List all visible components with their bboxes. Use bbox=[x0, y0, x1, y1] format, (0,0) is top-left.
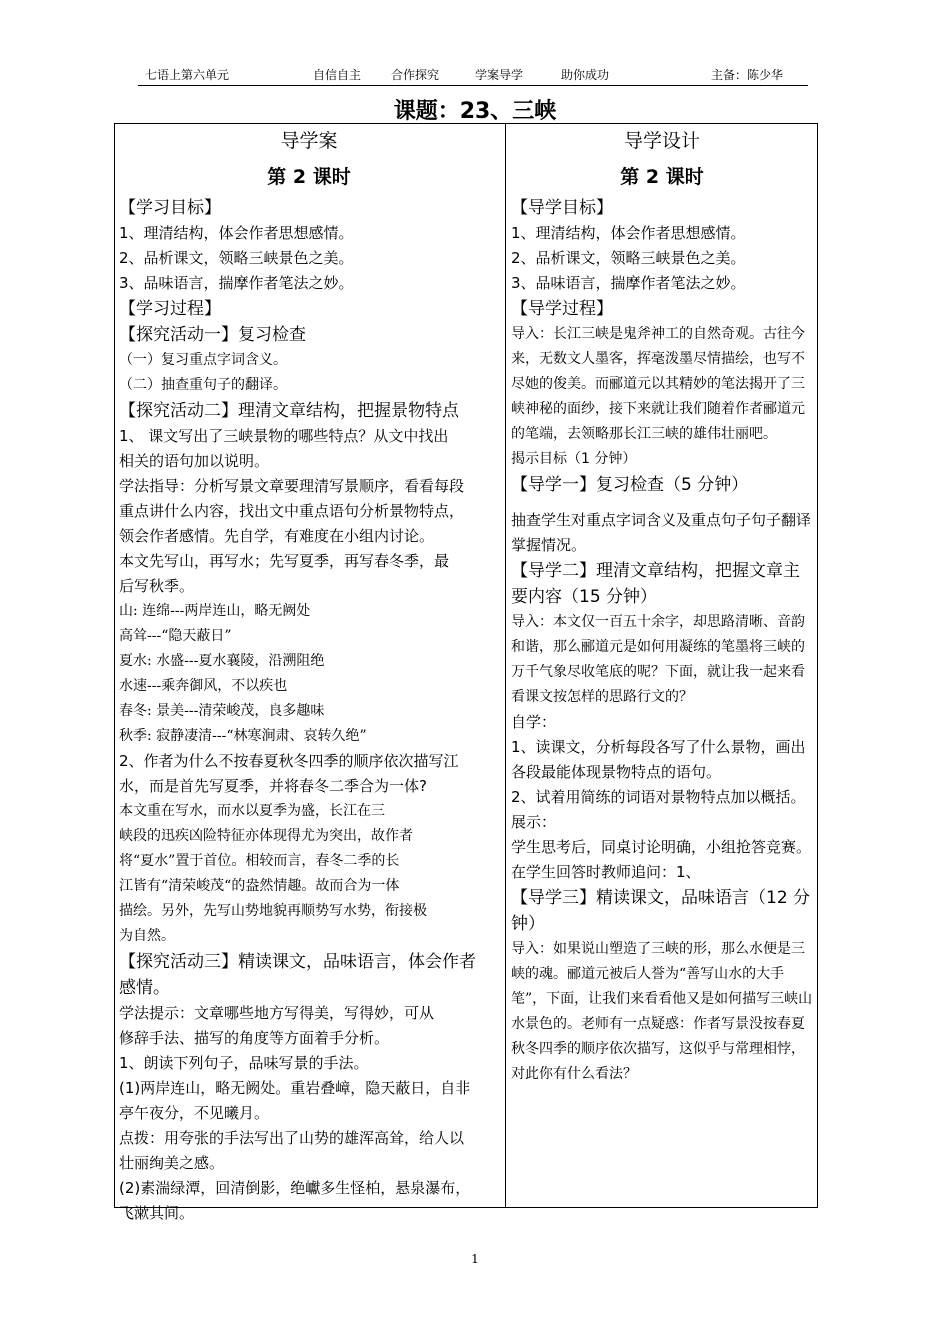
left-line: 2、品析课文，领略三峡景色之美。 bbox=[119, 249, 354, 267]
left-line: 重点讲什么内容，找出文中重点语句分析景物特点， bbox=[119, 502, 465, 520]
left-line: 描绘。另外，先写山势地貌再顺势写水势，衔接极 bbox=[119, 903, 427, 919]
left-line: 春冬: 景美---清荣峻茂，良多趣味 bbox=[119, 703, 325, 719]
left-line: 峡段的迅疾凶险特征亦体现得尤为突出，故作者 bbox=[119, 828, 413, 844]
left-line: 本文先写山，再写水；先写夏季，再写春冬季，最 bbox=[119, 552, 450, 570]
page-title: 课题：23、三峡 bbox=[393, 99, 557, 124]
right-para: 学生思考后，同桌讨论明确，小组抢答竞赛。 bbox=[511, 838, 812, 856]
header-author: 主备：陈少华 bbox=[711, 68, 784, 82]
left-line: 学法指导：分析写景文章要理清写景顺序，看看每段 bbox=[119, 477, 465, 495]
right-para: 抽查学生对重点字词含义及重点句子句子翻译掌握情况。 bbox=[511, 511, 812, 554]
right-para: 【导学二】理清文章结构，把握文章主要内容（15 分钟） bbox=[511, 561, 800, 607]
header-unit: 七语上第六单元 bbox=[145, 68, 230, 82]
left-line: 【学习目标】 bbox=[119, 198, 221, 218]
left-line: (1)两岸连山，略无阙处。重岩叠嶂，隐天蔽日，自非 bbox=[119, 1079, 471, 1097]
right-para: 【导学三】精读课文，品味语言（12 分钟） bbox=[511, 888, 811, 934]
left-lesson: 第 2 课时 bbox=[267, 166, 351, 188]
left-line: 【探究活动三】精读课文，品味语言，体会作者 bbox=[119, 952, 476, 972]
left-line: 1、 课文写出了三峡景物的哪些特点？从文中找出 bbox=[119, 427, 449, 445]
right-para: 2、试着用简练的词语对景物特点加以概括。 bbox=[511, 788, 806, 806]
right-line: 【导学过程】 bbox=[511, 299, 613, 319]
left-line: 点拨：用夸张的手法写出了山势的雄浑高耸，给人以 bbox=[119, 1129, 465, 1147]
left-line: 【探究活动一】复习检查 bbox=[119, 325, 306, 345]
left-line: 后写秋季。 bbox=[119, 577, 195, 595]
left-line: （一）复习重点字词含义。 bbox=[119, 352, 287, 368]
right-line: 揭示目标（1 分钟） bbox=[511, 451, 637, 467]
column-divider bbox=[505, 123, 506, 1208]
header-motto-3: 学案导学 bbox=[475, 68, 524, 82]
page-header bbox=[145, 66, 805, 86]
right-lesson: 第 2 课时 bbox=[620, 166, 704, 188]
right-line: 2、品析课文，领略三峡景色之美。 bbox=[511, 249, 746, 267]
right-column bbox=[511, 123, 813, 1087]
right-line: 在学生回答时教师追问：1、 bbox=[511, 863, 701, 881]
left-line: 本文重在写水，而水以夏季为盛，长江在三 bbox=[119, 803, 385, 819]
left-line: 为自然。 bbox=[119, 928, 175, 944]
left-line: 感情。 bbox=[119, 978, 170, 998]
right-line: 自学： bbox=[511, 713, 557, 731]
header-motto-2: 合作探究 bbox=[391, 68, 440, 82]
left-line: 飞漱其间。 bbox=[119, 1204, 195, 1222]
header-rule bbox=[138, 85, 808, 86]
right-line: 【导学一】复习检查（5 分钟） bbox=[511, 475, 749, 495]
page-number: 1 bbox=[471, 1252, 479, 1266]
left-line: 夏水: 水盛---夏水襄陵，沿溯阻绝 bbox=[119, 653, 325, 669]
left-line: 江皆有“清荣峻茂“的盎然情趣。故而合为一体 bbox=[119, 878, 400, 894]
left-line: 3、品味语言，揣摩作者笔法之妙。 bbox=[119, 274, 354, 292]
right-line: 1、理清结构，体会作者思想感情。 bbox=[511, 224, 746, 242]
left-line: 亭午夜分，不见曦月。 bbox=[119, 1104, 270, 1122]
left-line: 山: 连绵---两岸连山，略无阙处 bbox=[119, 603, 311, 619]
left-line: 将“夏水”置于首位。相较而言，春冬二季的长 bbox=[119, 853, 400, 869]
left-line: 壮丽绚美之感。 bbox=[119, 1154, 225, 1172]
header-motto-1: 自信自主 bbox=[313, 68, 362, 82]
left-line: 1、朗读下列句子，品味写景的手法。 bbox=[119, 1054, 369, 1072]
left-line: 高耸---“隐天蔽日” bbox=[119, 628, 232, 644]
left-line: (2)素湍绿潭，回清倒影，绝巘多生怪柏，悬泉瀑布， bbox=[119, 1179, 471, 1197]
right-line: 展示： bbox=[511, 813, 557, 831]
left-line: 【探究活动二】理清文章结构，把握景物特点 bbox=[119, 401, 459, 421]
left-line: 水，而是首先写夏季，并将春冬二季合为一体? bbox=[119, 777, 427, 795]
right-para: 导入：本文仅一百五十余字，却思路清晰、音韵和谐，那么郦道元是如何用凝练的笔墨将三峡的万千气象尽收笔底的呢？下面，就让我一起来看看课文按怎样的思路行文的？ bbox=[511, 614, 805, 705]
right-para: 导入：长江三峡是鬼斧神工的自然奇观。古往今来，无数文人墨客，挥毫泼墨尽情描绘，也写不尽她的俊美。而郦道元以其精妙的笔法揭开了三峡神秘的面纱，接下来就让我们随着作者郦道元的笔端，去领略那长江三峡的雄伟壮丽吧。 bbox=[511, 326, 805, 442]
right-para: 导入：如果说山塑造了三峡的形，那么水便是三峡的魂。郦道元被后人誉为“善写山水的大手笔”，下面，让我们来看看他又是如何描写三峡山水景色的。老师有一点疑惑：作者写景没按春夏秋冬四季的顺序依次描写，这似乎与常理相悖，对此你有什么看法？ bbox=[511, 941, 813, 1082]
left-line: 1、理清结构，体会作者思想感情。 bbox=[119, 224, 354, 242]
left-column bbox=[119, 123, 499, 1226]
left-line: 水速---乘奔御风，不以疾也 bbox=[119, 678, 288, 694]
left-line: 相关的语句加以说明。 bbox=[119, 452, 270, 470]
left-line: 领会作者感情。先自学，有难度在小组内讨论。 bbox=[119, 527, 435, 545]
right-line: 【导学目标】 bbox=[511, 198, 613, 218]
left-line: 2、作者为什么不按春夏秋冬四季的顺序依次描写江 bbox=[119, 752, 459, 770]
left-heading: 导学案 bbox=[280, 130, 338, 152]
left-line: 秋季: 寂静凄清---“林寒涧肃、哀转久绝” bbox=[119, 728, 367, 744]
right-para: 1、读课文，分析每段各写了什么景物，画出各段最能体现景物特点的语句。 bbox=[511, 738, 806, 781]
right-line: 3、品味语言，揣摩作者笔法之妙。 bbox=[511, 274, 746, 292]
left-line: 修辞手法、描写的角度等方面着手分析。 bbox=[119, 1029, 390, 1047]
left-line: 学法提示：文章哪些地方写得美，写得妙，可从 bbox=[119, 1004, 435, 1022]
right-heading: 导学设计 bbox=[623, 130, 700, 152]
left-line: （二）抽查重句子的翻译。 bbox=[119, 377, 287, 393]
left-line: 【学习过程】 bbox=[119, 299, 221, 319]
header-motto-4: 助你成功 bbox=[561, 68, 610, 82]
